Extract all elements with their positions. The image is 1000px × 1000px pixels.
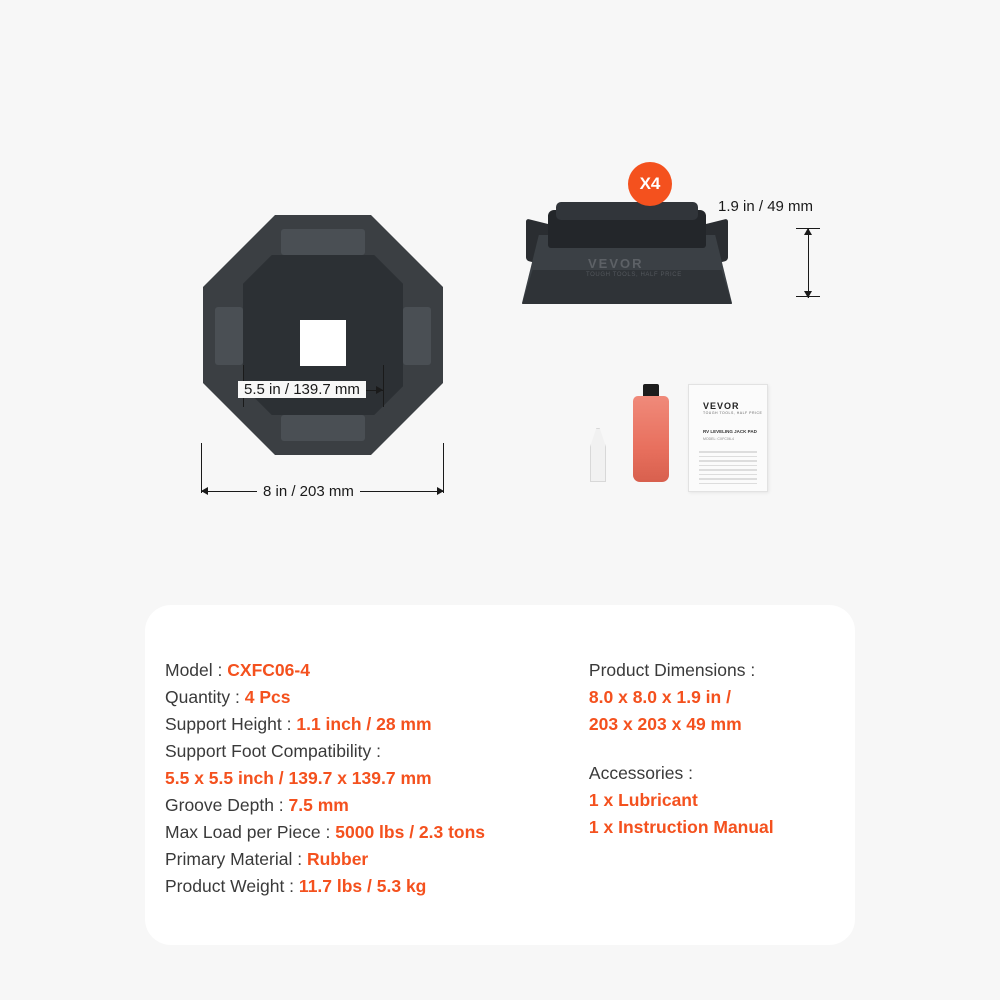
specifications-right-column: [589, 657, 835, 900]
jack-pad-perspective-view: [500, 170, 880, 350]
accessories-illustration: [570, 380, 790, 510]
manual-title: RV LEVELING JACK PAD: [703, 429, 757, 434]
pad-tab-left: [215, 307, 243, 365]
spec-value-product-weight: 11.7 lbs / 5.3 kg: [298, 876, 427, 896]
spec-row-support-height: [165, 711, 549, 738]
inner-dimension-arrow-right: [376, 386, 383, 394]
inner-dimension-tick-right: [383, 365, 384, 407]
pad-tab-bottom: [281, 415, 365, 441]
height-dimension-label: 1.9 in / 49 mm: [712, 198, 819, 215]
spec-value-support-height: 1.1 inch / 28 mm: [296, 714, 432, 734]
spec-spacer: [589, 738, 835, 760]
spec-row-model: [165, 657, 549, 684]
inner-dimension-label: 5.5 in / 139.7 mm: [238, 381, 366, 398]
spec-row-groove-depth: [165, 792, 549, 819]
overall-dimension-tick-right: [443, 443, 444, 493]
spec-value-primary-material: Rubber: [306, 849, 369, 869]
spec-label-groove-depth: Groove Depth :: [165, 795, 284, 815]
instruction-manual: [688, 384, 768, 492]
manual-body-lines: [699, 451, 757, 487]
spec-value-quantity: 4 Pcs: [244, 687, 291, 707]
height-dimension-arrow-up: [804, 228, 812, 235]
pad-center-square-hole: [300, 320, 346, 366]
spec-row-product-weight: [165, 873, 549, 900]
lubricant-bottle: [633, 396, 669, 482]
spec-row-max-load: [165, 819, 549, 846]
octagon-pad-outline: [203, 215, 443, 455]
spec-value-accessory-manual: 1 x Instruction Manual: [588, 817, 774, 837]
spec-label-support-height: Support Height :: [165, 714, 292, 734]
quantity-badge: X4: [628, 162, 672, 206]
spec-row-primary-material: [165, 846, 549, 873]
brand-logo-text: VEVOR: [588, 256, 644, 271]
height-dimension-line: [808, 228, 809, 298]
brand-tagline-text: TOUGH TOOLS, HALF PRICE: [586, 272, 682, 278]
manual-logo: VEVOR: [703, 401, 740, 411]
spec-label-support-foot-compatibility: Support Foot Compatibility :: [165, 741, 381, 761]
specifications-card: [145, 605, 855, 945]
pad-tab-right: [403, 307, 431, 365]
overall-dimension-tick-left: [201, 443, 202, 493]
overall-dimension-arrow-right: [437, 487, 444, 495]
overall-dimension-label: 8 in / 203 mm: [257, 483, 360, 500]
pad-upper-edge: [556, 202, 698, 220]
spec-value-support-foot-compatibility: 5.5 x 5.5 inch / 139.7 x 139.7 mm: [165, 768, 432, 788]
spec-label-product-dimensions: Product Dimensions :: [588, 660, 756, 680]
spec-label-primary-material: Primary Material :: [165, 849, 303, 869]
specifications-left-column: [165, 657, 549, 900]
spec-row-quantity: [165, 684, 549, 711]
manual-subtitle: MODEL: CXFC06-4: [703, 437, 734, 441]
specifications-columns: [165, 657, 835, 900]
spec-value-model: CXFC06-4: [227, 660, 310, 680]
spec-value-groove-depth: 7.5 mm: [288, 795, 349, 815]
manual-logo-tagline: TOUGH TOOLS, HALF PRICE: [703, 411, 763, 415]
height-dimension-arrow-down: [804, 291, 812, 298]
spec-label-product-weight: Product Weight :: [165, 876, 295, 896]
spec-value-accessory-lubricant: 1 x Lubricant: [588, 790, 698, 810]
nozzle-tip-icon: [590, 428, 606, 482]
spec-row-support-foot-compatibility-label: [165, 738, 549, 765]
spec-value-product-dimensions-metric: 203 x 203 x 49 mm: [588, 714, 742, 734]
spec-label-accessories: Accessories :: [588, 763, 693, 783]
jack-pad-top-view: [185, 215, 460, 515]
overall-dimension-arrow-left: [201, 487, 208, 495]
spec-label-max-load: Max Load per Piece :: [165, 822, 331, 842]
spec-value-product-dimensions-imperial: 8.0 x 8.0 x 1.9 in /: [588, 687, 731, 707]
spec-label-quantity: Quantity :: [165, 687, 240, 707]
spec-value-max-load: 5000 lbs / 2.3 tons: [335, 822, 486, 842]
spec-label-model: Model :: [165, 660, 223, 680]
pad-tab-top: [281, 229, 365, 255]
